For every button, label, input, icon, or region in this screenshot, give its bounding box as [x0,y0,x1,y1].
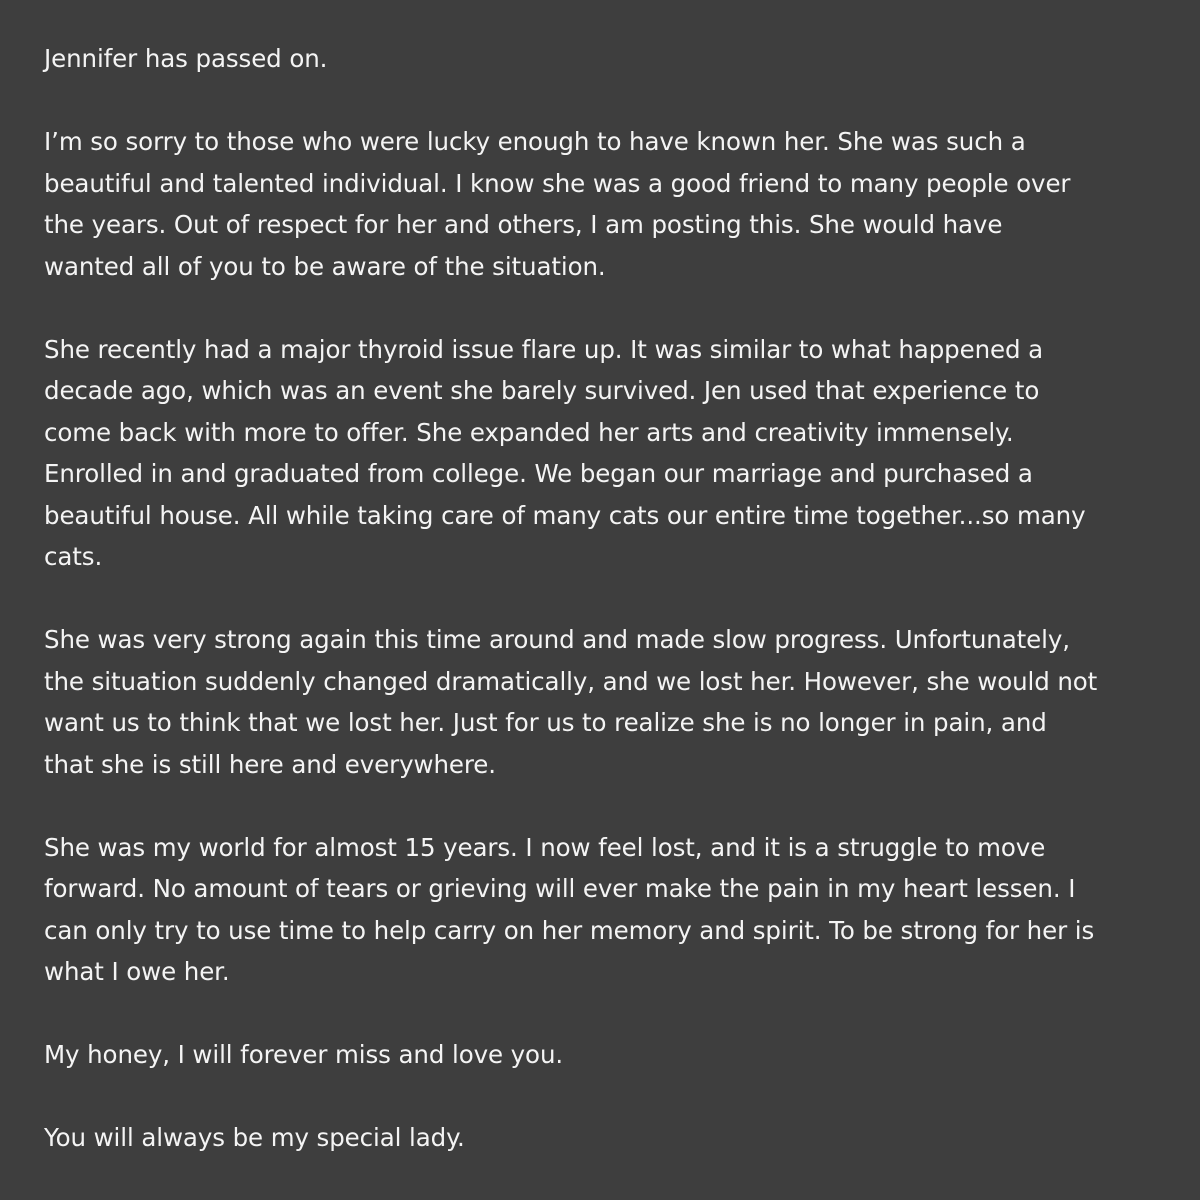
paragraph-opening: Jennifer has passed on. [44,44,328,73]
paragraph-grief: She was my world for almost 15 years. I now feel lost, and it is a struggle to move forward. No amount of tears or grieving will ever make the pain in my heart lessen. I can only try to use time to help carry on her memory and spirit. To be strong for her is what I owe her. [44,832,1095,986]
paragraph-closing: You will always be my special lady. [44,1123,465,1152]
paragraph-condolence: I’m so sorry to those who were lucky enough to have known her. She was such a beautiful and talented individual. I know she was a good friend to many people over the years. Out of respect for her and others, I am posting this. She would have wanted all of you to be aware of the situation. [44,127,1071,281]
paragraph-loss: She was very strong again this time around and made slow progress. Unfortunately, the situation suddenly changed dramatically, and we lost her. However, she would not want us to think that we lost her. Just for us to realize she is no longer in pain, and that she is still here and everywhere. [44,625,1098,779]
paragraph-illness: She recently had a major thyroid issue flare up. It was similar to what happened a decade ago, which was an event she barely survived. Jen used that experience to come back with more to offer. She expanded her arts and creativity immensely. Enrolled in and graduated from college. We began our marriage and purchased a beautiful house. All while taking care of many cats our entire time together...so many cats. [44,334,1086,571]
paragraph-farewell: My honey, I will forever miss and love you. [44,1040,564,1069]
